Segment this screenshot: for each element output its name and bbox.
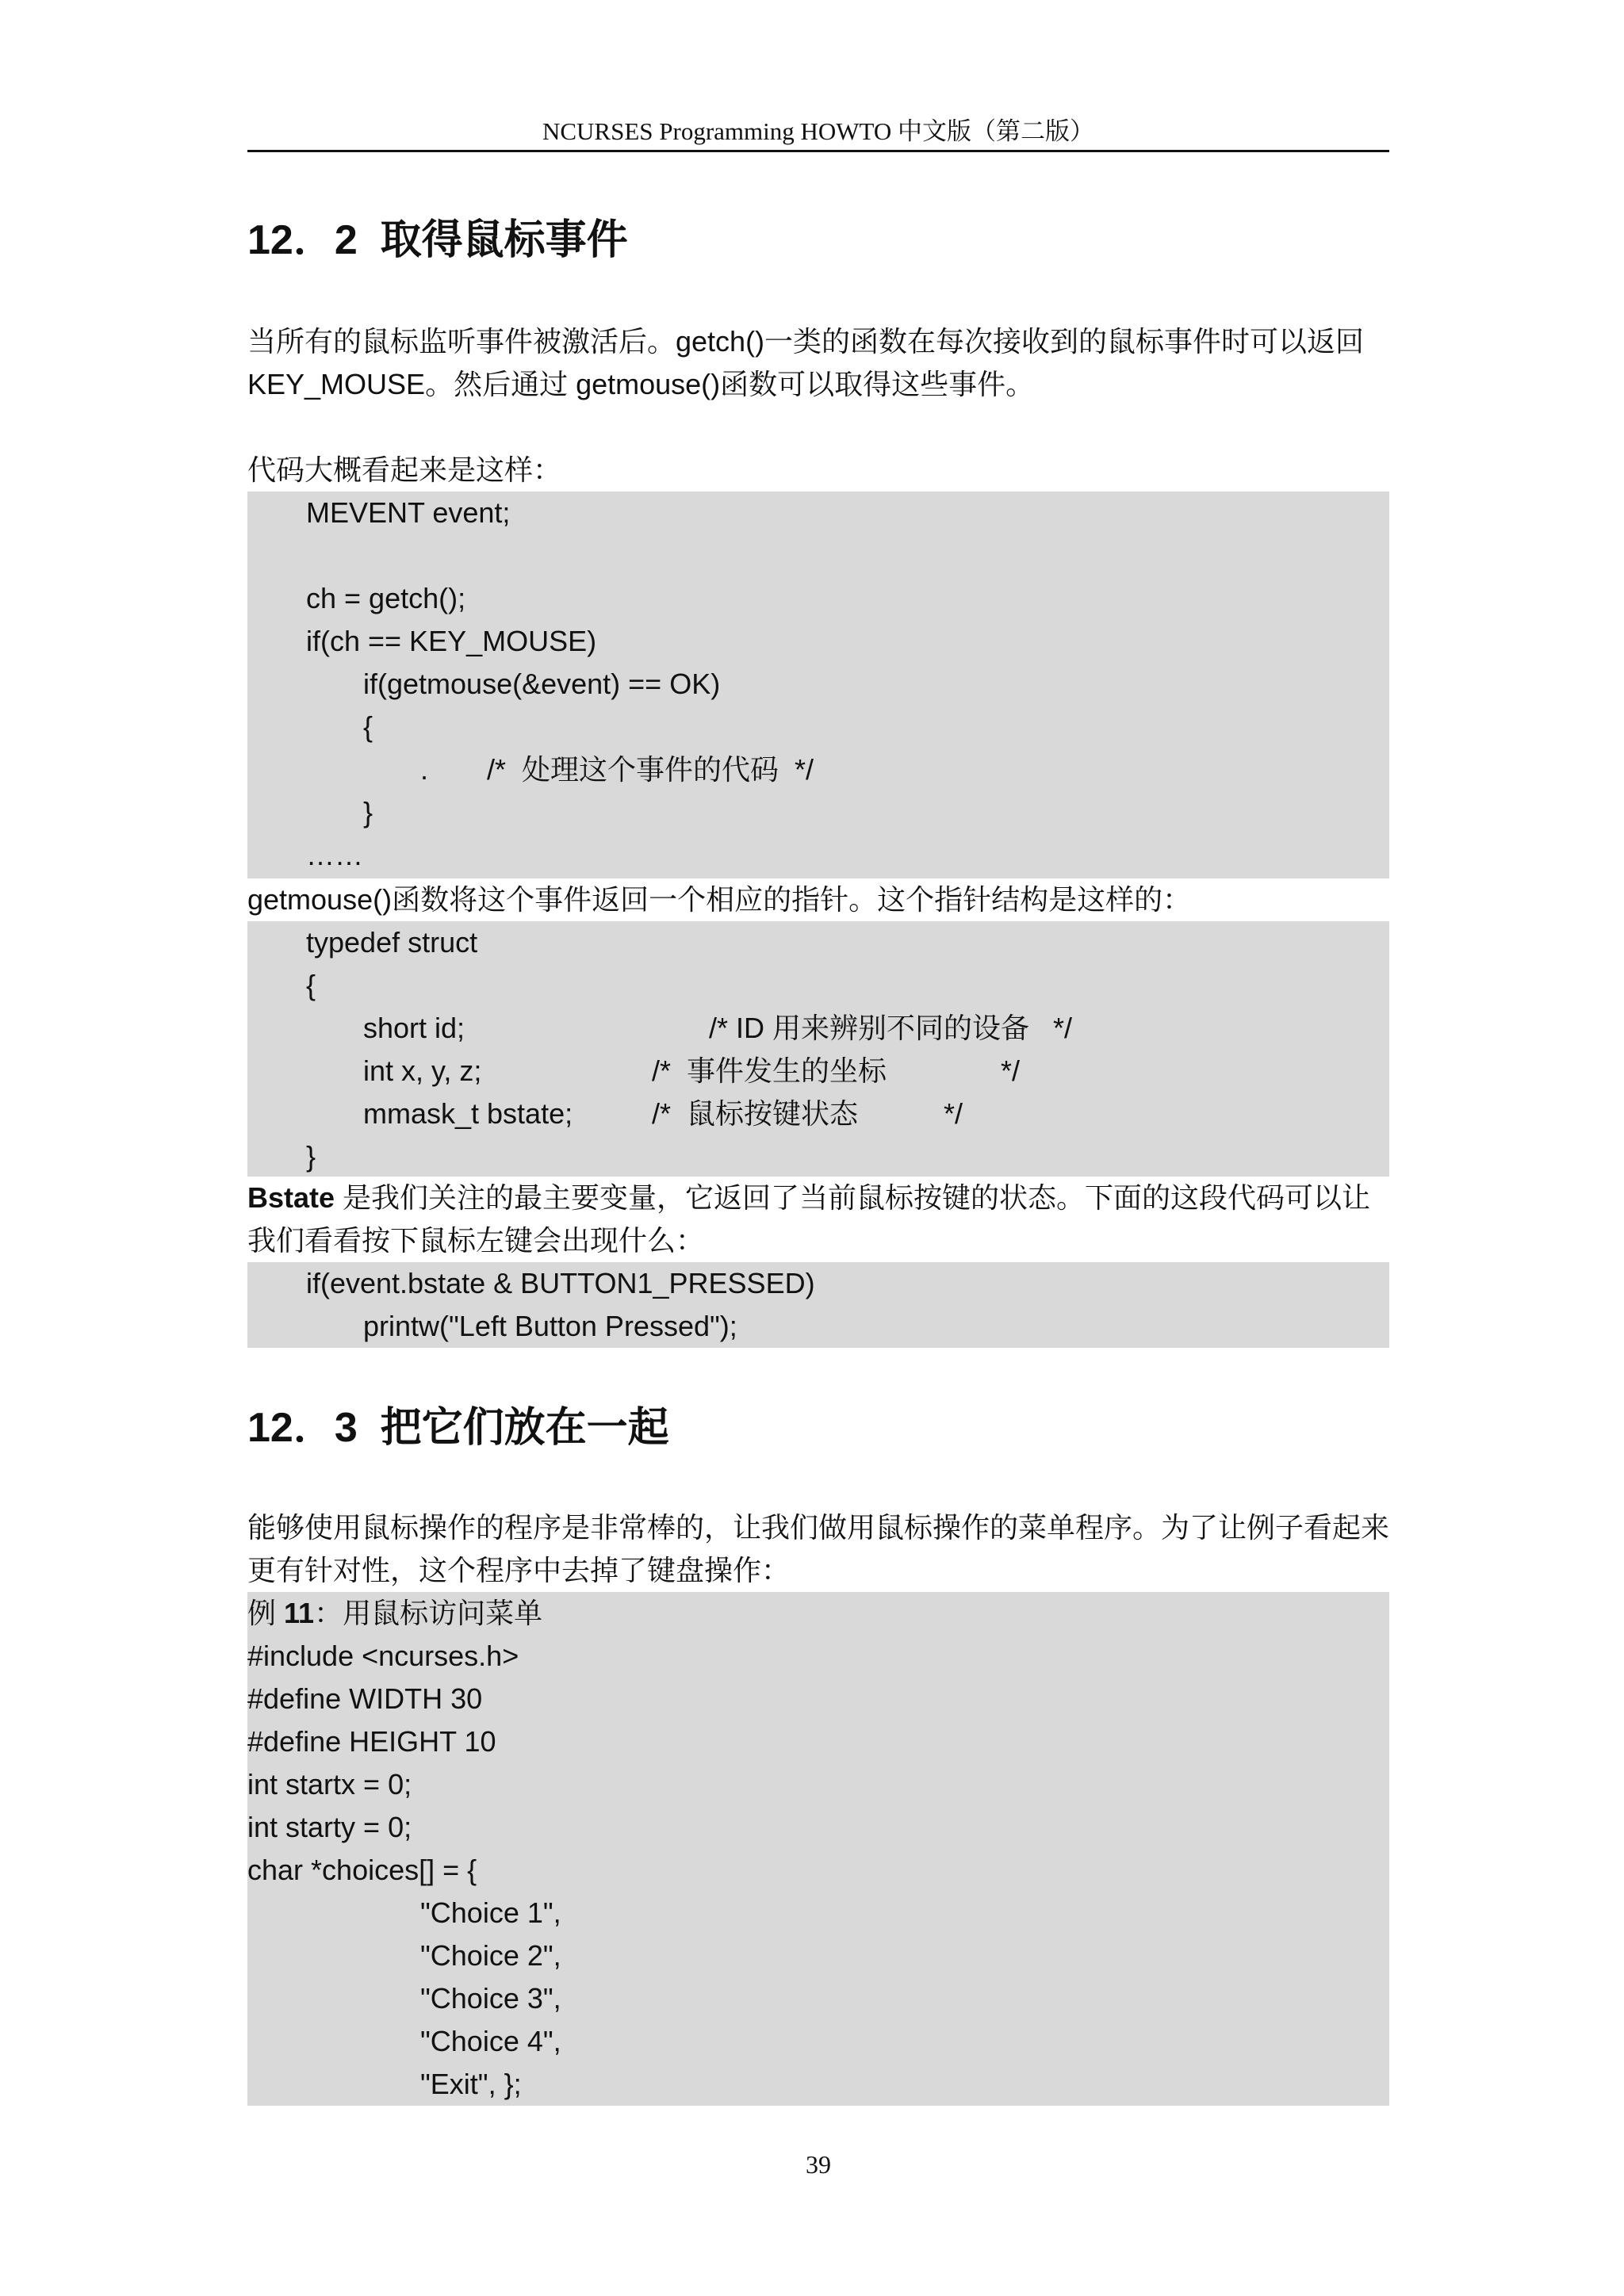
code-line: { <box>306 969 316 1001</box>
code-line: if(getmouse(&event) == OK) <box>363 668 721 700</box>
code-intro-text: 代码大概看起来是这样： <box>247 453 562 486</box>
code-block-button-pressed <box>247 1262 1389 1348</box>
paragraph-line: KEY_MOUSE。然后通过 getmouse()函数可以取得这些事件。 <box>247 368 1035 400</box>
code-line: "Choice 2", <box>420 1939 561 1972</box>
code-line: MEVENT event; <box>306 496 511 529</box>
code-line: . <box>420 753 429 786</box>
example-number: 11 <box>284 1597 315 1629</box>
example-prefix: 例 <box>247 1597 285 1629</box>
paragraph-line: 能够使用鼠标操作的程序是非常棒的，让我们做用鼠标操作的菜单程序。为了让例子看起来 <box>247 1511 1390 1544</box>
code-line: #define HEIGHT 10 <box>247 1725 496 1758</box>
code-line: #define WIDTH 30 <box>247 1682 483 1715</box>
struct-field-comment-close: */ <box>1001 1054 1021 1087</box>
code-line: char *choices[] = { <box>247 1854 477 1886</box>
code-line: ch = getch(); <box>306 582 466 614</box>
struct-field-decl: mmask_t bstate; <box>363 1097 573 1130</box>
code-line: printw("Left Button Pressed"); <box>363 1310 737 1342</box>
code-block-mevent-struct <box>247 921 1389 1177</box>
code-line: "Choice 1", <box>420 1896 561 1929</box>
bstate-text: 是我们关注的最主要变量，它返回了当前鼠标按键的状态。下面的这段代码可以让 <box>335 1181 1371 1214</box>
paragraph-mouse-events <box>247 320 1389 406</box>
code-line: …… <box>306 839 363 871</box>
example-caption <box>247 1592 542 1635</box>
code-line: #include <ncurses.h> <box>247 1640 519 1672</box>
code-block-example-11 <box>247 1592 1389 2106</box>
code-line: "Choice 4", <box>420 2025 561 2057</box>
code-comment: /* 处理这个事件的代码 */ <box>487 753 814 786</box>
paragraph-mouse-menu <box>247 1506 1389 1592</box>
code-line: typedef struct <box>306 926 478 959</box>
code-line: int startx = 0; <box>247 1768 412 1800</box>
bstate-term: Bstate <box>247 1181 335 1214</box>
code-line: if(event.bstate & BUTTON1_PRESSED) <box>306 1267 815 1299</box>
paragraph-line: 更有针对性，这个程序中去掉了键盘操作： <box>247 1554 791 1586</box>
code-line: } <box>306 1140 316 1173</box>
code-line: } <box>363 796 373 828</box>
struct-field-decl: int x, y, z; <box>363 1054 482 1087</box>
code-block-getmouse <box>247 492 1389 878</box>
running-header: NCURSES Programming HOWTO 中文版（第二版） <box>542 117 1095 145</box>
code-line: "Exit", }; <box>420 2068 522 2100</box>
struct-field-comment: /* ID 用来辨别不同的设备 */ <box>709 1012 1073 1044</box>
page-number: 39 <box>806 2150 831 2179</box>
section-heading-12-3: 12．3 把它们放在一起 <box>247 1405 669 1451</box>
bstate-paragraph-line: 我们看看按下鼠标左键会出现什么： <box>247 1224 705 1257</box>
example-title: ：用鼠标访问菜单 <box>314 1597 543 1629</box>
section-heading-12-2: 12．2 取得鼠标事件 <box>247 217 628 263</box>
paragraph-line: 当所有的鼠标监听事件被激活后。getch()一类的函数在每次接收到的鼠标事件时可以返回 <box>247 325 1365 358</box>
struct-field-comment-close: */ <box>944 1097 963 1130</box>
code-line: { <box>363 710 373 743</box>
header-rule <box>247 150 1389 152</box>
struct-field-comment: /* 事件发生的坐标 <box>652 1054 887 1087</box>
struct-field-comment: /* 鼠标按键状态 <box>652 1097 859 1130</box>
code-line: int starty = 0; <box>247 1811 412 1843</box>
bstate-paragraph-line <box>247 1177 1370 1219</box>
code-line: if(ch == KEY_MOUSE) <box>306 625 597 657</box>
struct-field-decl: short id; <box>363 1012 465 1044</box>
code-line: "Choice 3", <box>420 1982 561 2015</box>
struct-intro-text: getmouse()函数将这个事件返回一个相应的指针。这个指针结构是这样的： <box>247 883 1192 916</box>
